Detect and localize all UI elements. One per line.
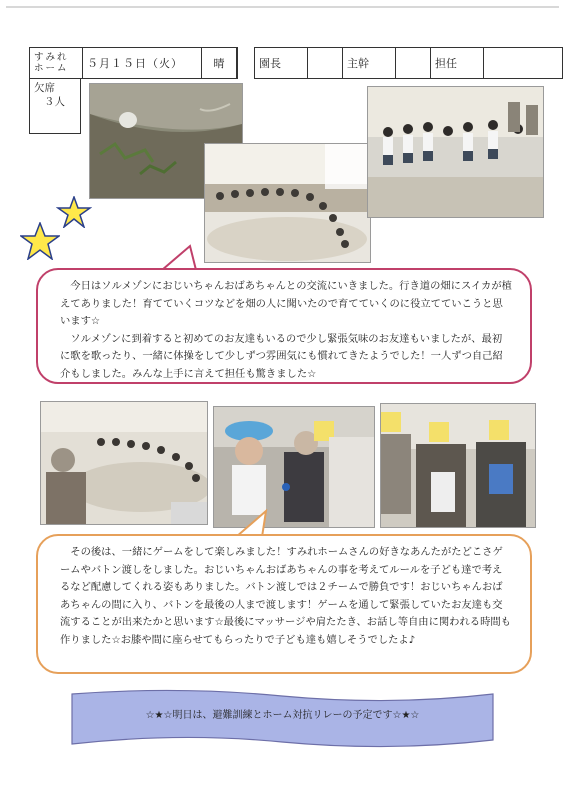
circle-group-photo: [40, 401, 208, 525]
message-bubble-2: [36, 534, 532, 674]
small-star-icon: [56, 196, 92, 228]
teacher-stamp-box: [484, 48, 563, 79]
manager-stamp-box: [396, 48, 431, 79]
principal-stamp-box: [308, 48, 343, 79]
message-1-paragraph-1: 今日はソルメゾンにおじいちゃんおばあちゃんとの交流にいきました。行き道の畑にスイカが植えてありました！育てていくコツなどを畑の人に聞いたので育てていくのに役立てていこうと思います☆: [60, 280, 512, 327]
header-gap: [237, 48, 255, 79]
message-2-paragraph-1: その後は、一緒にゲームをして楽しみました！すみれホームさんの好きなあんたがたどこさゲームやバトン渡しをしました。おじいちゃんおばあちゃんの事を考えてルールを子ども達で考えるなど配慮してくれる姿もありました。バトン渡しでは２チームで勝負です！おじいちゃんおばあちゃんの間に入り、バトンを最後の人まで渡します！ゲームを通して緊張していたお友達も交流することが出来たかと思います☆最後にマッサージや肩たたき、お話し等自由に関われる時間も作りました☆お膝や間に座らせてもらったりで子ども達も嬉しそうでしたよ♪: [60, 546, 511, 646]
page-top-edge: [6, 6, 559, 8]
date-cell: ５月１５日（火）: [83, 48, 202, 79]
message-bubble-1: [36, 268, 532, 384]
class-name-cell: すみれホーム: [30, 48, 83, 79]
teacher-label: 担任: [431, 48, 484, 79]
large-star-icon: [20, 222, 60, 260]
hall-circle-photo: [204, 143, 371, 263]
weather-cell: 晴: [202, 48, 238, 79]
absent-label: 欠席: [34, 82, 55, 94]
manager-label: 主幹: [343, 48, 396, 79]
absent-box: [29, 79, 81, 134]
exercise-photo: [367, 86, 544, 218]
lap-sitting-photo: [380, 403, 536, 528]
header-table: [29, 47, 563, 79]
absent-count: ３人: [44, 96, 65, 108]
principal-label: 園長: [255, 48, 308, 79]
message-1-paragraph-2: ソルメゾンに到着すると初めてのお友達もいるので少し緊張気味のお友達もいましたが、最初に歌を歌ったり、一緒に体操をして少しずつ雰囲気にも慣れてきたようでした！一人ずつ自己紹介もしました。みんな上手に言えて担任も驚きました☆: [60, 332, 503, 380]
banner-text: ☆★☆明日は、避難訓練とホーム対抗リレーの予定です☆★☆: [145, 710, 420, 721]
